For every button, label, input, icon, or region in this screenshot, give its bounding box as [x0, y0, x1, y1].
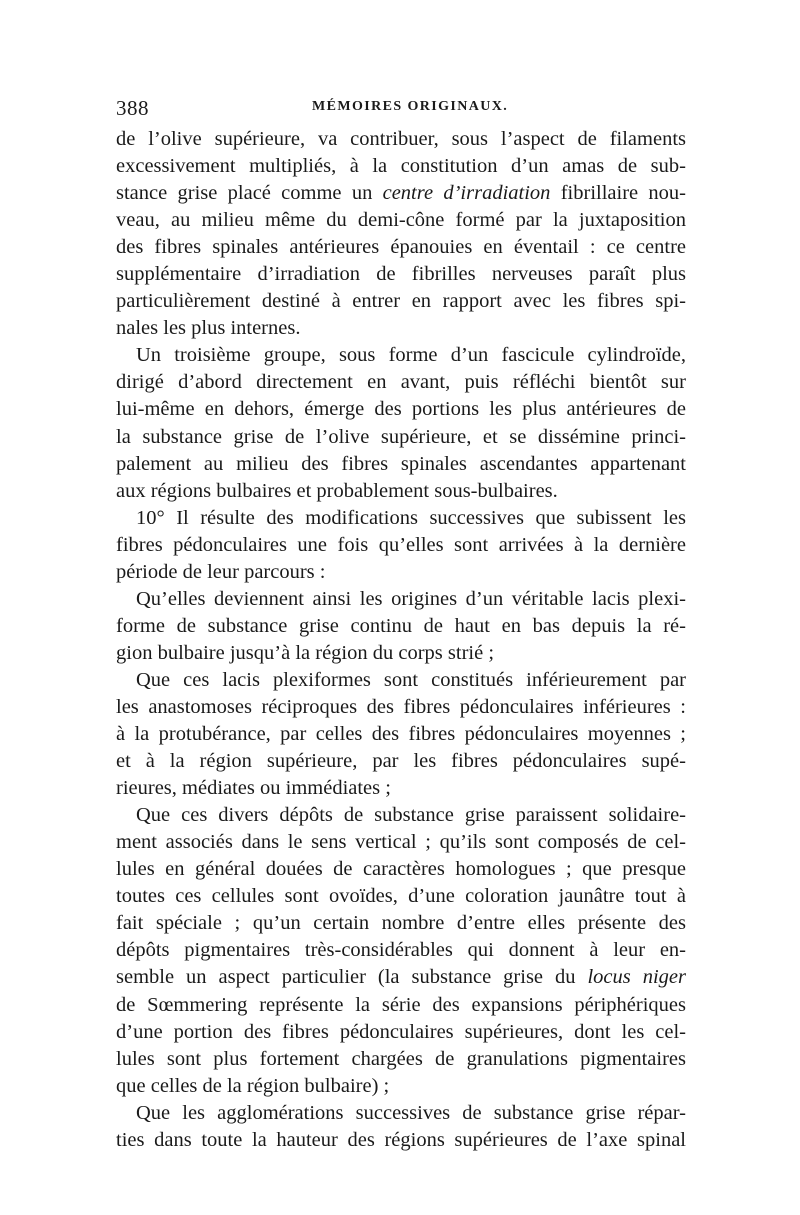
text-line: nales les plus internes.: [116, 317, 301, 340]
text-line: semble un aspect particulier (la substance grise du locus niger: [116, 966, 686, 989]
text-line: de l’olive supérieure, va contribuer, sous l’aspect de filaments: [116, 128, 686, 150]
italic-term: locus niger: [587, 966, 686, 989]
paragraph-start: 10° Il résulte des modifications successives que subissent les: [136, 506, 686, 529]
text-line: veau, au milieu même du demi-cône formé par la juxtaposition: [116, 209, 686, 232]
text-line: période de leur parcours :: [116, 560, 326, 583]
text-line: fibres pédonculaires une fois qu’elles sont arrivées à la dernière: [116, 533, 686, 556]
text-line: supplémentaire d’irradiation de fibrilles nerveuses paraît plus: [116, 263, 686, 286]
text-line: la substance grise de l’olive supérieure, et se dissémine princi-: [116, 425, 686, 448]
text-line: et à la région supérieure, par les fibres pédonculaires supé-: [116, 750, 686, 773]
text-line: rieures, médiates ou immédiates ;: [116, 777, 391, 800]
text-line: gion bulbaire jusqu’à la région du corps strié ;: [116, 641, 495, 664]
text-line: de Sœmmering représente la série des expansions périphériques: [116, 993, 686, 1016]
text-line: aux régions bulbaires et probablement sous-bulbaires.: [116, 479, 558, 502]
paragraph-start: Que ces lacis plexiformes sont constitués inférieurement par: [136, 668, 686, 691]
text-line: fait spéciale ; qu’un certain nombre d’entre elles présente des: [116, 912, 686, 935]
text-line: des fibres spinales antérieures épanouies en éventail : ce centre: [116, 236, 686, 259]
text-line: que celles de la région bulbaire) ;: [116, 1074, 390, 1097]
text-line: forme de substance grise continu de haut en bas depuis la ré-: [116, 614, 686, 637]
text-line: ment associés dans le sens vertical ; qu’ils sont composés de cel-: [116, 831, 686, 854]
body-text: [116, 126, 686, 1154]
text-line: lules en général douées de caractères homologues ; que presque: [116, 858, 686, 881]
running-title: MÉMOIRES ORIGINAUX.: [312, 99, 509, 114]
text-line: palement au milieu des fibres spinales ascendantes appartenant: [116, 452, 686, 475]
text-line: d’une portion des fibres pédonculaires supérieures, dont les cel-: [116, 1020, 686, 1043]
text-line: stance grise placé comme un centre d’irradiation fibrillaire nou-: [116, 182, 686, 205]
text-line: à la protubérance, par celles des fibres pédonculaires moyennes ;: [116, 723, 686, 746]
text-line: excessivement multipliés, à la constitution d’un amas de sub-: [116, 155, 686, 178]
page-header: [116, 96, 686, 126]
page-number: 388: [116, 96, 149, 120]
italic-term: centre d’irradiation: [382, 182, 551, 205]
paragraph-start: Que les agglomérations successives de substance grise répar-: [136, 1101, 686, 1124]
text-line: ties dans toute la hauteur des régions supérieures de l’axe spinal: [116, 1128, 686, 1151]
text-line: particulièrement destiné à entrer en rapport avec les fibres spi-: [116, 290, 686, 313]
text-line: dirigé d’abord directement en avant, puis réfléchi bientôt sur: [116, 371, 686, 394]
text-line: dépôts pigmentaires très-considérables qui donnent à leur en-: [116, 939, 686, 962]
paragraph-start: Un troisième groupe, sous forme d’un fascicule cylindroïde,: [136, 344, 686, 367]
paragraph-start: Qu’elles deviennent ainsi les origines d’un véritable lacis plexi-: [136, 587, 686, 610]
text-line: les anastomoses réciproques des fibres pédonculaires inférieures :: [116, 695, 686, 718]
paragraph-start: Que ces divers dépôts de substance grise paraissent solidaire-: [136, 804, 686, 827]
text-line: lui-même en dehors, émerge des portions les plus antérieures de: [116, 398, 686, 421]
text-line: lules sont plus fortement chargées de granulations pigmentaires: [116, 1047, 686, 1070]
text-line: toutes ces cellules sont ovoïdes, d’une coloration jaunâtre tout à: [116, 885, 686, 908]
